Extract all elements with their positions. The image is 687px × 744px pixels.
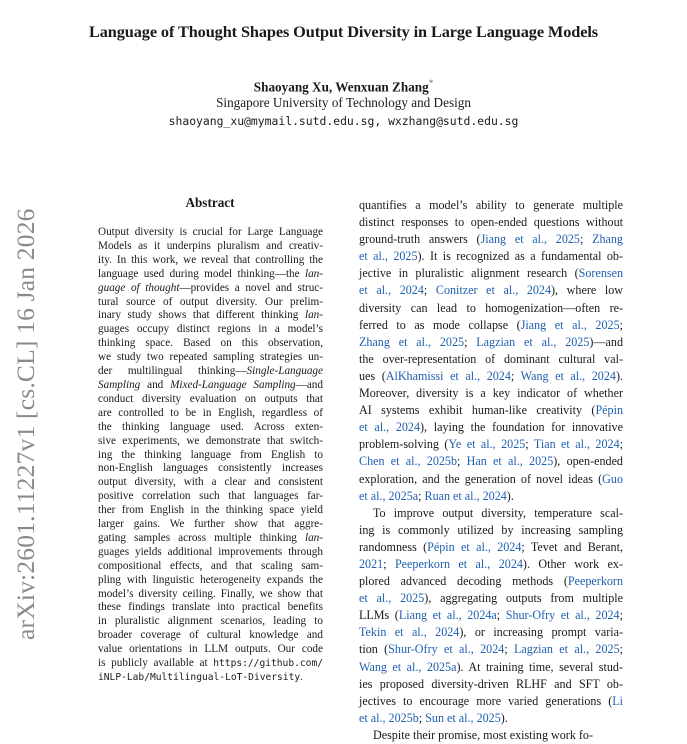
code-url-line[interactable]: iNLP-Lab/Multilingual-LoT-Diversity. <box>98 671 303 683</box>
body-line: et al., 2025). It is recognized as a fundamental ob- <box>359 249 623 264</box>
abstract-line: positive correlation such that languages far- <box>98 490 323 503</box>
paper-title: Language of Thought Shapes Output Diversity in Large Language Models <box>88 22 598 41</box>
abstract-line: ing the thinking language from English to <box>98 448 323 461</box>
abstract-line: Sampling and Mixed-Language Sampling—and <box>98 378 323 391</box>
abstract-line: these findings translate into practical benefits <box>98 601 323 614</box>
author-list <box>0 78 687 95</box>
body-line: Tekin et al., 2024), or increasing prompt varia- <box>359 625 623 640</box>
body-line: plored advanced decoding methods (Peeperkorn <box>359 574 623 589</box>
body-line: exploration, and the generation of novel ideas (Guo <box>359 471 623 486</box>
body-line: AI systems exhibit human-like creativity (Pépin <box>359 403 623 418</box>
corresponding-author-mark: * <box>428 78 434 88</box>
body-line: et al., 2024; Conitzer et al., 2024), where low <box>359 283 623 298</box>
abstract-line: Models as it underpins pluralism and creativ- <box>98 239 323 252</box>
abstract-line: sive experiments, we demonstrate that switch- <box>98 434 323 447</box>
abstract-line: are controlled to be in English, regardless of <box>98 406 323 419</box>
abstract-line: pling with linguistic heterogeneity expands the <box>98 573 323 586</box>
body-line: ing is commonly utilized by increasing sampling <box>359 522 623 537</box>
abstract-line: value orientations in LLM outputs. Our code <box>98 643 323 656</box>
abstract-line: Output diversity is crucial for Large Language <box>98 226 323 238</box>
body-line: randomness (Pépin et al., 2024; Tevet and Berant, <box>359 539 623 554</box>
arxiv-identifier: arXiv:2601.11227v1 [cs.CL] 16 Jan 2026 <box>11 208 40 640</box>
abstract-line: non-English languages consistently increases <box>98 462 323 475</box>
abstract-line: guages yields additional improvements through <box>98 545 323 558</box>
author-emails: shaoyang_xu@mymail.sutd.edu.sg, wxzhang@sutd.edu.sg <box>168 114 519 128</box>
body-line: diversity can lead to homogenization—often re- <box>359 300 623 315</box>
body-line: et al., 2025), aggregating outputs from multiple <box>359 591 623 606</box>
abstract-line: language used during model thinking—the lan- <box>98 267 323 280</box>
abstract-line: guage of thought—provides a novel and struc- <box>98 281 323 294</box>
abstract-line: compositional effects, and that scaling sam- <box>98 559 323 572</box>
body-line: problem-solving (Ye et al., 2025; Tian et al., 2024; <box>359 437 623 452</box>
body-line: ies proposed diversity-driven RLHF and SFT ob- <box>359 676 623 691</box>
affiliation: Singapore University of Technology and Design <box>216 95 471 110</box>
abstract-line: is publicly available at https://github.com/ <box>98 657 323 670</box>
body-line: tion (Shur-Ofry et al., 2024; Lagzian et al., 2025; <box>359 642 623 657</box>
body-line: jectives to encourage more varied generations (Li <box>359 693 623 708</box>
abstract-line: thinking space. Based on this observation, <box>98 337 323 350</box>
abstract-line: inary study shows that different thinking lan- <box>98 309 323 322</box>
abstract-line: in pluralistic alignment scenarios, leading to <box>98 615 323 628</box>
abstract-line: output diversity, with a clear and consistent <box>98 476 323 489</box>
body-line: et al., 2025a; Ruan et al., 2024). <box>359 488 514 503</box>
abstract-line: gating samples across multiple thinking lan- <box>98 531 323 544</box>
body-line: Wang et al., 2025a). At training time, several stud- <box>359 659 623 674</box>
author-names: Shaoyang Xu, Wenxuan Zhang <box>253 79 429 95</box>
abstract-line: we study two repeated sampling strategies un- <box>98 351 323 364</box>
abstract-line: ther from English in the thinking space yield <box>98 504 323 517</box>
body-line: ues (AlKhamissi et al., 2024; Wang et al., 2024). <box>359 368 623 383</box>
body-line: 2021; Peeperkorn et al., 2024). Other work ex- <box>359 556 623 571</box>
body-line: Despite their promise, most existing work fo- <box>373 727 594 742</box>
body-line: distinct responses to open-ended questions without <box>359 215 623 230</box>
abstract-line: conduct diversity evaluation on outputs that <box>98 392 323 405</box>
abstract-line: guages occupy distinct regions in a model’s <box>98 323 323 336</box>
abstract-line: der multilingual thinking—Single-Language <box>98 365 323 378</box>
body-line: Chen et al., 2025b; Han et al., 2025), open-ended <box>359 454 623 469</box>
body-line: Zhang et al., 2025; Lagzian et al., 2025)—and <box>359 334 623 349</box>
abstract-line: larger gains. We further show that aggre- <box>98 518 323 531</box>
body-line: the over-representation of dominant cultural val- <box>359 351 623 366</box>
body-line: quantifies a model’s ability to generate multiple <box>359 198 623 212</box>
abstract-heading: Abstract <box>185 195 235 210</box>
abstract-line: ity. In this work, we reveal that controlling the <box>98 253 323 266</box>
body-line: et al., 2025b; Sun et al., 2025). <box>359 710 508 725</box>
abstract-line: the thinking language used. Across exten- <box>98 420 323 433</box>
body-line: ground-truth answers (Jiang et al., 2025; Zhang <box>359 232 623 247</box>
body-line: ferred to as mode collapse (Jiang et al., 2025; <box>359 317 623 332</box>
body-line: Moreover, diversity is a key indicator of whether <box>359 386 623 401</box>
introduction-body <box>359 197 623 744</box>
body-line: et al., 2024), laying the foundation for innovative <box>359 420 623 435</box>
code-url-part1[interactable]: https://github.com/ <box>213 658 323 670</box>
body-line: jective in pluralistic alignment research (Sorensen <box>359 266 623 281</box>
abstract-line: broader coverage of cultural knowledge and <box>98 629 323 642</box>
abstract-line: model’s diversity ceiling. Finally, we show that <box>98 587 323 600</box>
abstract-line: tural source of output diversity. Our prelim- <box>98 295 323 308</box>
abstract-body <box>98 226 323 685</box>
body-line: To improve output diversity, temperature scal- <box>373 505 623 520</box>
body-line: LLMs (Liang et al., 2024a; Shur-Ofry et al., 2024; <box>359 608 623 623</box>
